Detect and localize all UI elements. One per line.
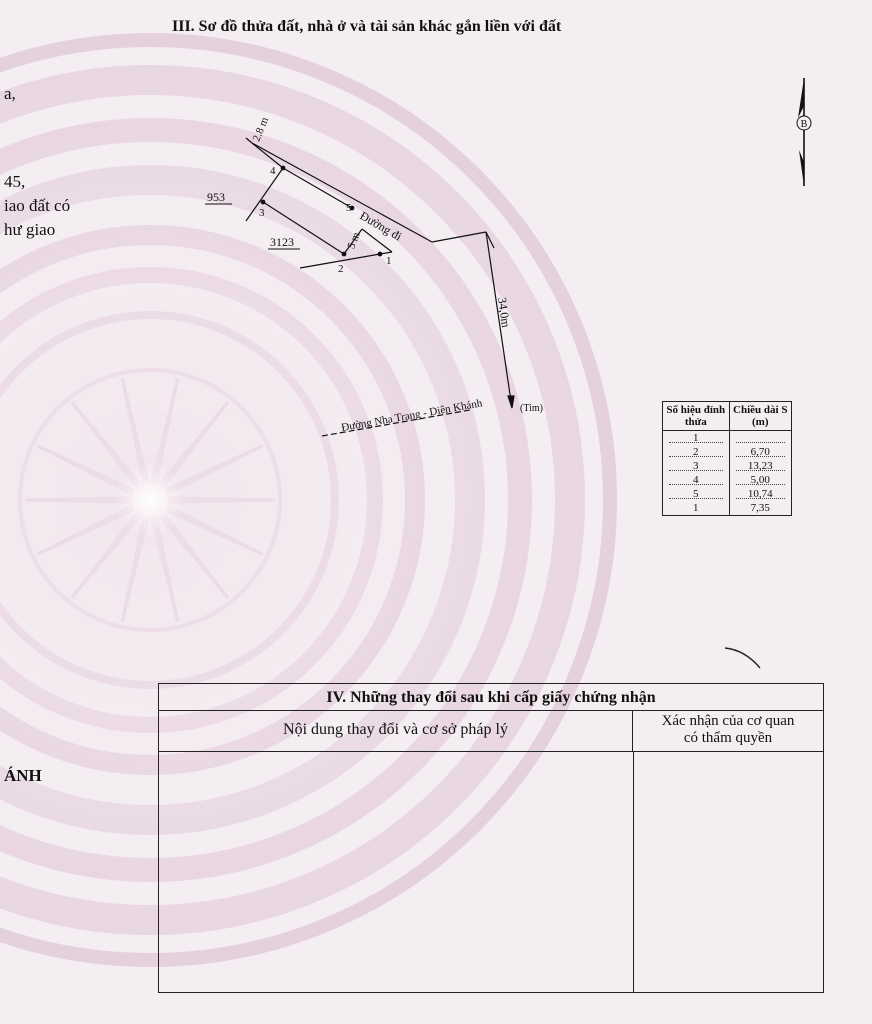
table-row — [663, 473, 792, 487]
vertex-length: 7,35 — [729, 501, 791, 516]
neighbor-parcel-number: 3123 — [270, 235, 294, 249]
vertex-id: 1 — [663, 501, 730, 516]
table-row — [663, 487, 792, 501]
vertex-id: 5 — [663, 487, 730, 501]
dimension-label: 2.8 m — [250, 115, 272, 144]
vertex-length-table — [662, 401, 792, 516]
vertex-id: 3 — [663, 459, 730, 473]
main-road-note: (Tim) — [520, 403, 543, 414]
left-text-fragment: a, — [4, 84, 16, 103]
main-road-label: Đường Nha Trang - Diên Khánh — [340, 397, 484, 434]
road-label: Đường đi — [357, 208, 405, 244]
vertex-length — [729, 431, 791, 446]
dimension-label: 5 m — [345, 230, 363, 251]
vertex-id: 1 — [663, 431, 730, 446]
vertex-length: 13,23 — [729, 459, 791, 473]
left-text-fragment: 45, — [4, 172, 26, 191]
header-vertex-id: Số hiệu đỉnh thửa — [663, 402, 730, 431]
vertex-label: 1 — [386, 255, 392, 267]
vertex-length: 6,70 — [729, 445, 791, 459]
vertex-label: 4 — [270, 165, 276, 177]
vertex-length: 10,74 — [729, 487, 791, 501]
table-row — [663, 501, 792, 516]
vertex-id: 2 — [663, 445, 730, 459]
table-row — [663, 445, 792, 459]
table-row — [663, 431, 792, 446]
column-header-confirmation — [633, 710, 823, 752]
vertex-label: 3 — [259, 207, 265, 219]
dimension-label: 34,0m — [495, 296, 514, 329]
vertex-label: 5 — [346, 202, 352, 214]
changes-table — [158, 683, 824, 993]
vertex-length: 5,00 — [729, 473, 791, 487]
section-4-title: IV. Những thay đổi sau khi cấp giấy chứng nhận — [159, 684, 823, 711]
neighbor-parcel-number: 953 — [207, 190, 225, 204]
left-text-fragment: hư giao — [4, 220, 56, 239]
north-label: B — [800, 119, 808, 130]
north-arrow-icon — [797, 78, 811, 186]
confirmation-line: có thẩm quyền — [683, 730, 773, 746]
column-divider — [633, 752, 634, 992]
confirmation-line: Xác nhận của cơ quan — [661, 713, 795, 729]
section-3-title: III. Sơ đồ thửa đất, nhà ở và tài sản khác gắn liền với đất — [172, 18, 562, 35]
vertex-id: 4 — [663, 473, 730, 487]
left-text-fragment: iao đất có — [4, 196, 71, 215]
table-row — [663, 459, 792, 473]
vertex-label: 2 — [338, 263, 344, 275]
column-header-content: Nội dung thay đổi và cơ sở pháp lý — [159, 710, 633, 752]
left-text-fragment: ÁNH — [4, 766, 42, 785]
header-length: Chiều dài S (m) — [729, 402, 791, 431]
